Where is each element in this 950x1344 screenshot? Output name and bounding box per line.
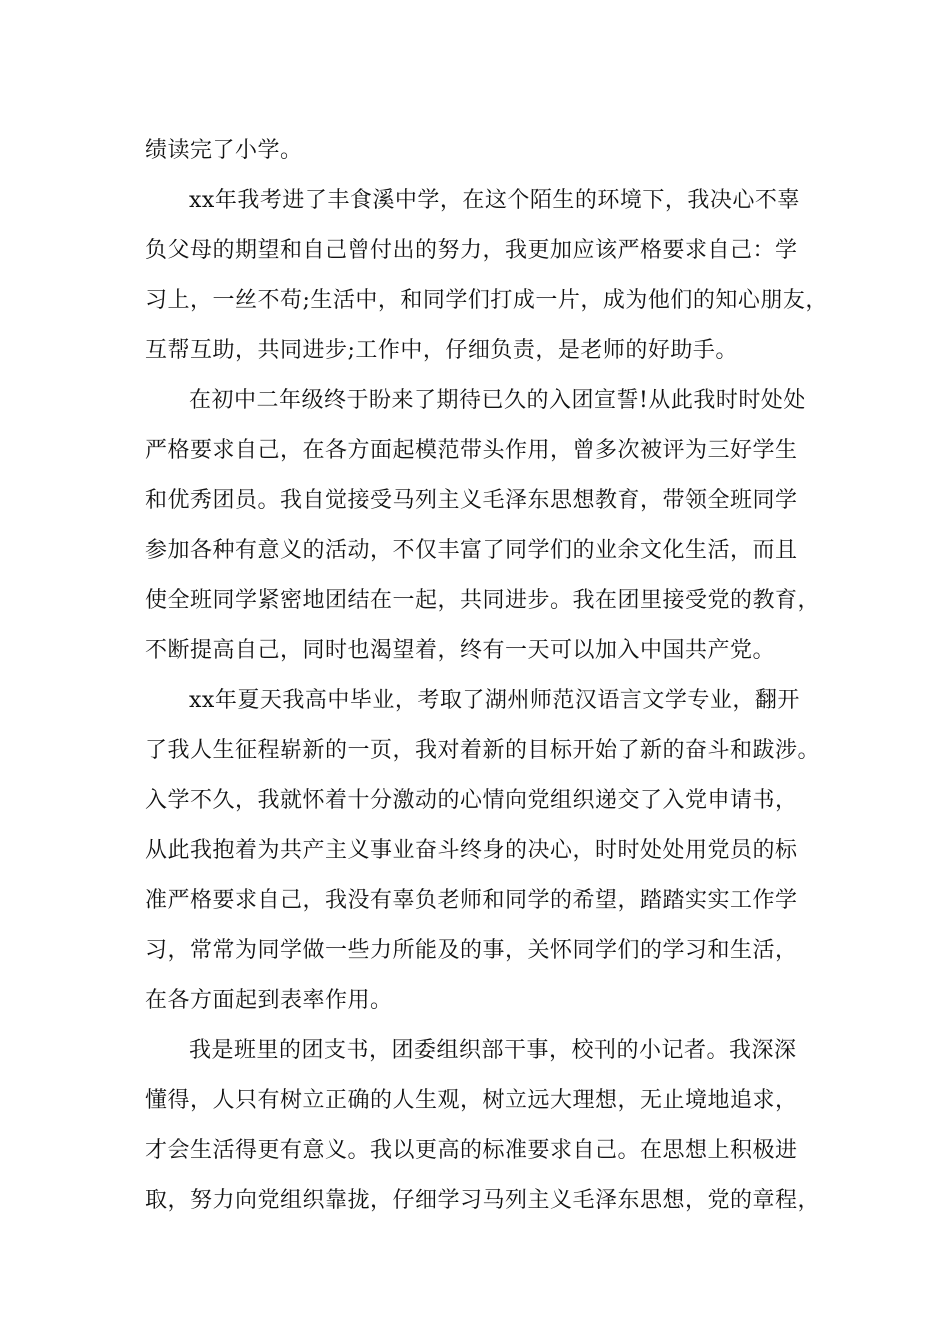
text-line: 负父母的期望和自己曾付出的努力，我更加应该严格要求自己：学 (145, 238, 798, 263)
text-line: 不断提高自己，同时也渴望着，终有一天可以加入中国共产党。 (145, 638, 776, 663)
text-line: 了我人生征程崭新的一页，我对着新的目标开始了新的奋斗和跋涉。 (145, 738, 821, 763)
text-line: 我是班里的团支书，团委组织部干事，校刊的小记者。我深深 (189, 1038, 797, 1063)
text-line: 习，常常为同学做一些力所能及的事，关怀同学们的学习和生活， (145, 938, 798, 963)
text-line: 懂得，人只有树立正确的人生观，树立远大理想，无止境地追求， (145, 1088, 798, 1113)
text-line: 在初中二年级终于盼来了期待已久的入团宣誓!从此我时时处处 (189, 388, 806, 413)
text-line: xx年夏天我高中毕业，考取了湖州师范汉语言文学专业，翻开 (189, 688, 800, 713)
text-line: 和优秀团员。我自觉接受马列主义毛泽东思想教育，带领全班同学 (145, 488, 798, 513)
text-line: 参加各种有意义的活动，不仅丰富了同学们的业余文化生活，而且 (145, 538, 798, 563)
text-line: 严格要求自己，在各方面起模范带头作用，曾多次被评为三好学生 (145, 438, 798, 463)
text-line: 习上，一丝不苟;生活中，和同学们打成一片，成为他们的知心朋友， (145, 288, 828, 313)
text-line: 才会生活得更有意义。我以更高的标准要求自己。在思想上积极进 (145, 1138, 798, 1163)
text-line: 互帮互助，共同进步;工作中，仔细负责，是老师的好助手。 (145, 338, 738, 363)
text-line: 使全班同学紧密地团结在一起，共同进步。我在团里接受党的教育， (145, 588, 821, 613)
text-line: 绩读完了小学。 (145, 138, 303, 163)
text-line: 准严格要求自己，我没有辜负老师和同学的希望，踏踏实实工作学 (145, 888, 798, 913)
text-line: 取，努力向党组织靠拢，仔细学习马列主义毛泽东思想，党的章程， (145, 1188, 821, 1213)
text-line: 在各方面起到表率作用。 (145, 988, 393, 1013)
text-line: 从此我抱着为共产主义事业奋斗终身的决心，时时处处用党员的标 (145, 838, 798, 863)
text-line: xx年我考进了丰食溪中学，在这个陌生的环境下，我决心不辜 (189, 188, 800, 213)
text-line: 入学不久，我就怀着十分激动的心情向党组织递交了入党申请书， (145, 788, 798, 813)
